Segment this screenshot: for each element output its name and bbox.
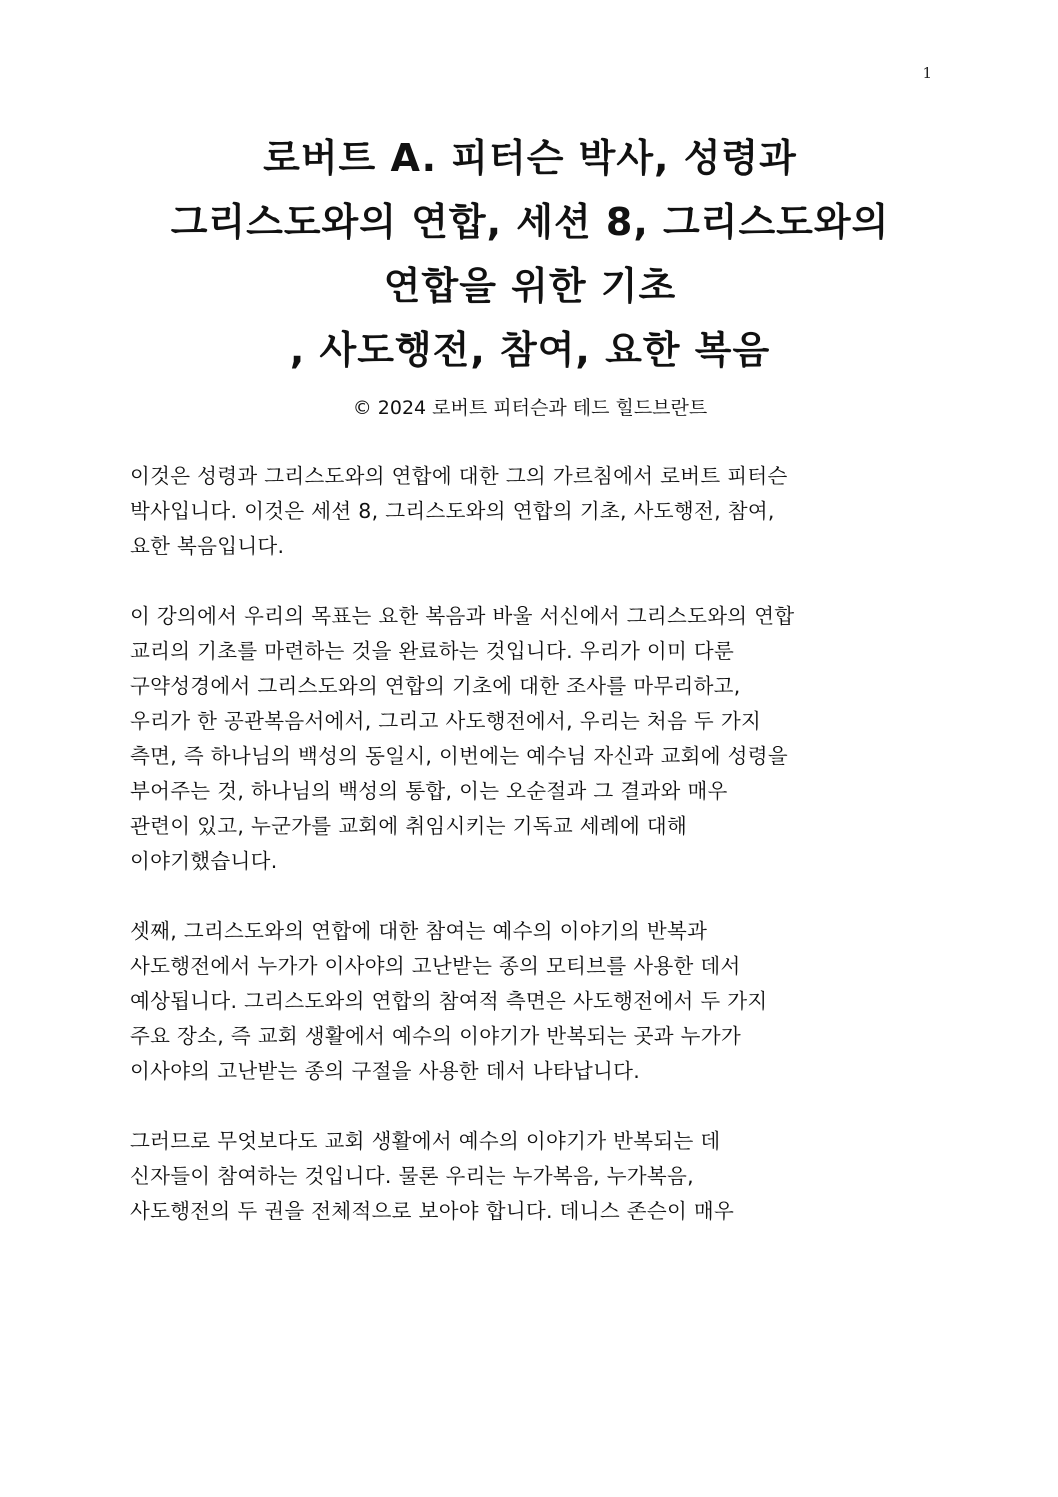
text-line: 그러므로 무엇보다도 교회 생활에서 예수의 이야기가 반복되는 데 [130,1129,721,1153]
text-line: 예상됩니다. 그리스도와의 연합의 참여적 측면은 사도행전에서 두 가지 [130,989,768,1013]
text-line: 이사야의 고난받는 종의 구절을 사용한 데서 나타납니다. [130,1059,641,1083]
copyright-notice: © 2024 로버트 피터슨과 테드 힐드브란트 [352,397,708,419]
text-line: 주요 장소, 즉 교회 생활에서 예수의 이야기가 반복되는 곳과 누가가 [130,1024,741,1048]
text-line: 박사입니다. 이것은 세션 8, 그리스도와의 연합의 기초, 사도행전, 참여, [130,499,775,523]
title-line: , 사도행전, 참여, 요한 복음 [289,328,771,372]
text-line: 교리의 기초를 마련하는 것을 완료하는 것입니다. 우리가 이미 다룬 [130,639,735,663]
text-line: 셋째, 그리스도와의 연합에 대한 참여는 예수의 이야기의 반복과 [130,919,708,943]
paragraph [130,599,940,879]
title-line: 연합을 위한 기초 [383,264,677,308]
paragraph [130,459,940,564]
paragraph [130,1124,940,1229]
paragraph [130,914,940,1089]
text-line: 우리가 한 공관복음서에서, 그리고 사도행전에서, 우리는 처음 두 가지 [130,709,762,733]
body-text [130,459,940,1264]
title-line: 로버트 A. 피터슨 박사, 성령과 [263,136,797,180]
text-line: 이것은 성령과 그리스도와의 연합에 대한 그의 가르침에서 로버트 피터슨 [130,464,788,488]
text-line: 구약성경에서 그리스도와의 연합의 기초에 대한 조사를 마무리하고, [130,674,741,698]
document-title [60,134,1000,390]
page-number: 1 [922,64,932,82]
text-line: 부어주는 것, 하나님의 백성의 통합, 이는 오순절과 그 결과와 매우 [130,779,728,803]
text-line: 이 강의에서 우리의 목표는 요한 복음과 바울 서신에서 그리스도와의 연합 [130,604,795,628]
text-line: 사도행전에서 누가가 이사야의 고난받는 종의 모티브를 사용한 데서 [130,954,741,978]
title-line: 그리스도와의 연합, 세션 8, 그리스도와의 [170,200,890,244]
text-line: 측면, 즉 하나님의 백성의 동일시, 이번에는 예수님 자신과 교회에 성령을 [130,744,788,768]
text-line: 신자들이 참여하는 것입니다. 물론 우리는 누가복음, 누가복음, [130,1164,694,1188]
text-line: 요한 복음입니다. [130,534,285,558]
text-line: 사도행전의 두 권을 전체적으로 보아야 합니다. 데니스 존슨이 매우 [130,1199,735,1223]
text-line: 이야기했습니다. [130,849,278,873]
text-line: 관련이 있고, 누군가를 교회에 취임시키는 기독교 세례에 대해 [130,814,688,838]
